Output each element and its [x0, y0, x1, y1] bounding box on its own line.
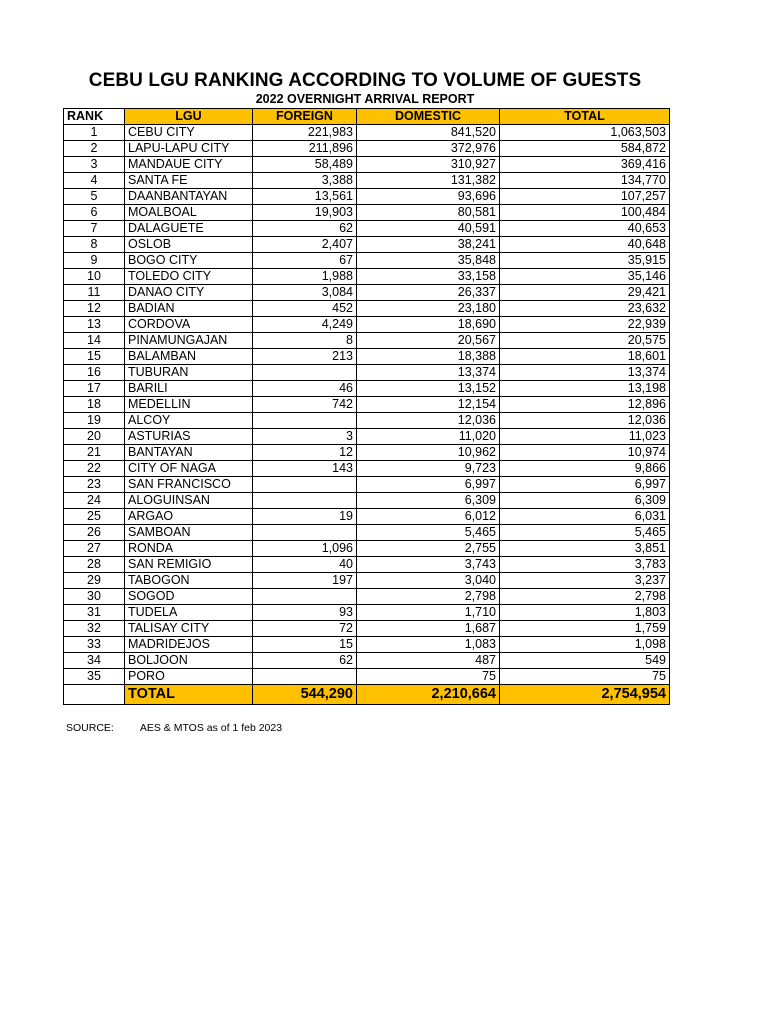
domestic-cell: 841,520 [357, 125, 500, 141]
lgu-cell: BALAMBAN [125, 349, 253, 365]
rank-cell: 33 [64, 637, 125, 653]
rank-cell: 8 [64, 237, 125, 253]
lgu-cell: MEDELLIN [125, 397, 253, 413]
domestic-cell: 18,388 [357, 349, 500, 365]
domestic-cell: 6,997 [357, 477, 500, 493]
rank-cell: 16 [64, 365, 125, 381]
table-row [64, 653, 670, 669]
table-body [64, 125, 670, 685]
domestic-cell: 13,374 [357, 365, 500, 381]
foreign-cell: 93 [253, 605, 357, 621]
rank-cell: 20 [64, 429, 125, 445]
header-foreign: FOREIGN [253, 109, 357, 125]
foreign-cell: 742 [253, 397, 357, 413]
table-row [64, 205, 670, 221]
total-cell: 10,974 [500, 445, 670, 461]
foreign-cell: 197 [253, 573, 357, 589]
domestic-cell: 1,083 [357, 637, 500, 653]
table-row [64, 285, 670, 301]
table-row [64, 237, 670, 253]
lgu-cell: ARGAO [125, 509, 253, 525]
table-row [64, 637, 670, 653]
header-rank: RANK [64, 109, 125, 125]
domestic-cell: 372,976 [357, 141, 500, 157]
foreign-cell: 72 [253, 621, 357, 637]
foreign-cell [253, 413, 357, 429]
domestic-cell: 13,152 [357, 381, 500, 397]
table-row [64, 381, 670, 397]
domestic-cell: 1,687 [357, 621, 500, 637]
lgu-cell: PORO [125, 669, 253, 685]
total-cell: 3,237 [500, 573, 670, 589]
table-row [64, 557, 670, 573]
foreign-cell: 211,896 [253, 141, 357, 157]
foreign-cell [253, 525, 357, 541]
rank-cell: 21 [64, 445, 125, 461]
foreign-cell [253, 365, 357, 381]
header-domestic: DOMESTIC [357, 109, 500, 125]
table-row [64, 397, 670, 413]
domestic-cell: 9,723 [357, 461, 500, 477]
domestic-cell: 23,180 [357, 301, 500, 317]
foreign-cell: 46 [253, 381, 357, 397]
domestic-cell: 12,036 [357, 413, 500, 429]
foreign-cell: 4,249 [253, 317, 357, 333]
table-row [64, 333, 670, 349]
lgu-cell: MADRIDEJOS [125, 637, 253, 653]
lgu-cell: MOALBOAL [125, 205, 253, 221]
domestic-cell: 3,743 [357, 557, 500, 573]
foreign-cell: 15 [253, 637, 357, 653]
table-row [64, 173, 670, 189]
total-cell: 5,465 [500, 525, 670, 541]
domestic-cell: 11,020 [357, 429, 500, 445]
rank-cell: 35 [64, 669, 125, 685]
rank-cell: 12 [64, 301, 125, 317]
domestic-cell: 6,012 [357, 509, 500, 525]
domestic-cell: 487 [357, 653, 500, 669]
foreign-cell: 58,489 [253, 157, 357, 173]
source-label: SOURCE: [66, 722, 114, 734]
domestic-cell: 6,309 [357, 493, 500, 509]
table-row [64, 461, 670, 477]
rank-cell: 9 [64, 253, 125, 269]
total-cell: 23,632 [500, 301, 670, 317]
rank-cell: 1 [64, 125, 125, 141]
total-cell: 107,257 [500, 189, 670, 205]
total-cell: 1,098 [500, 637, 670, 653]
lgu-cell: CITY OF NAGA [125, 461, 253, 477]
domestic-cell: 18,690 [357, 317, 500, 333]
foreign-cell: 62 [253, 221, 357, 237]
table-row [64, 189, 670, 205]
foreign-cell: 2,407 [253, 237, 357, 253]
total-cell: 40,653 [500, 221, 670, 237]
lgu-cell: PINAMUNGAJAN [125, 333, 253, 349]
domestic-cell: 2,798 [357, 589, 500, 605]
total-cell: 2,798 [500, 589, 670, 605]
total-row [64, 685, 670, 705]
ranking-table [63, 108, 670, 705]
rank-cell: 31 [64, 605, 125, 621]
lgu-cell: TUDELA [125, 605, 253, 621]
domestic-cell: 33,158 [357, 269, 500, 285]
foreign-cell [253, 589, 357, 605]
table-row [64, 573, 670, 589]
header-lgu: LGU [125, 109, 253, 125]
total-cell: 20,575 [500, 333, 670, 349]
foreign-cell: 62 [253, 653, 357, 669]
table-row [64, 157, 670, 173]
rank-cell: 27 [64, 541, 125, 557]
table-row [64, 493, 670, 509]
lgu-cell: SOGOD [125, 589, 253, 605]
domestic-cell: 26,337 [357, 285, 500, 301]
total-cell: 549 [500, 653, 670, 669]
rank-cell: 10 [64, 269, 125, 285]
foreign-cell: 221,983 [253, 125, 357, 141]
lgu-cell: TABOGON [125, 573, 253, 589]
total-label: TOTAL [125, 685, 253, 705]
total-domestic: 2,210,664 [357, 685, 500, 705]
total-cell: 18,601 [500, 349, 670, 365]
domestic-cell: 5,465 [357, 525, 500, 541]
lgu-cell: MANDAUE CITY [125, 157, 253, 173]
total-cell: 6,309 [500, 493, 670, 509]
rank-cell: 19 [64, 413, 125, 429]
table-row [64, 269, 670, 285]
rank-cell: 13 [64, 317, 125, 333]
total-cell: 11,023 [500, 429, 670, 445]
lgu-cell: ALOGUINSAN [125, 493, 253, 509]
total-cell: 40,648 [500, 237, 670, 253]
rank-cell: 28 [64, 557, 125, 573]
rank-cell: 18 [64, 397, 125, 413]
total-cell: 9,866 [500, 461, 670, 477]
lgu-cell: BOGO CITY [125, 253, 253, 269]
lgu-cell: SANTA FE [125, 173, 253, 189]
lgu-cell: RONDA [125, 541, 253, 557]
table-row [64, 541, 670, 557]
domestic-cell: 1,710 [357, 605, 500, 621]
total-cell: 3,851 [500, 541, 670, 557]
table-row [64, 365, 670, 381]
source-note [66, 722, 282, 734]
domestic-cell: 80,581 [357, 205, 500, 221]
table-row [64, 429, 670, 445]
lgu-cell: BANTAYAN [125, 445, 253, 461]
domestic-cell: 2,755 [357, 541, 500, 557]
total-cell: 12,036 [500, 413, 670, 429]
lgu-cell: TUBURAN [125, 365, 253, 381]
lgu-cell: BARILI [125, 381, 253, 397]
report-title: CEBU LGU RANKING ACCORDING TO VOLUME OF GUESTS [88, 70, 642, 91]
foreign-cell: 213 [253, 349, 357, 365]
rank-cell: 5 [64, 189, 125, 205]
domestic-cell: 3,040 [357, 573, 500, 589]
total-cell: 12,896 [500, 397, 670, 413]
lgu-cell: BOLJOON [125, 653, 253, 669]
rank-cell: 23 [64, 477, 125, 493]
lgu-cell: DALAGUETE [125, 221, 253, 237]
table-row [64, 477, 670, 493]
lgu-cell: SAN REMIGIO [125, 557, 253, 573]
report-subtitle: 2022 OVERNIGHT ARRIVAL REPORT [255, 92, 475, 106]
rank-cell: 30 [64, 589, 125, 605]
foreign-cell [253, 493, 357, 509]
total-cell: 134,770 [500, 173, 670, 189]
domestic-cell: 38,241 [357, 237, 500, 253]
total-cell: 75 [500, 669, 670, 685]
table-row [64, 349, 670, 365]
foreign-cell: 19,903 [253, 205, 357, 221]
foreign-cell: 40 [253, 557, 357, 573]
foreign-cell: 452 [253, 301, 357, 317]
domestic-cell: 12,154 [357, 397, 500, 413]
table-row [64, 509, 670, 525]
foreign-cell: 3,388 [253, 173, 357, 189]
rank-cell: 34 [64, 653, 125, 669]
lgu-cell: ALCOY [125, 413, 253, 429]
table-row [64, 669, 670, 685]
lgu-cell: TOLEDO CITY [125, 269, 253, 285]
foreign-cell: 8 [253, 333, 357, 349]
domestic-cell: 40,591 [357, 221, 500, 237]
foreign-cell: 13,561 [253, 189, 357, 205]
foreign-cell: 67 [253, 253, 357, 269]
lgu-cell: DAANBANTAYAN [125, 189, 253, 205]
total-cell: 100,484 [500, 205, 670, 221]
rank-cell: 4 [64, 173, 125, 189]
rank-cell: 26 [64, 525, 125, 541]
foreign-cell: 3 [253, 429, 357, 445]
table-row [64, 141, 670, 157]
lgu-cell: SAMBOAN [125, 525, 253, 541]
domestic-cell: 35,848 [357, 253, 500, 269]
source-value: AES & MTOS as of 1 feb 2023 [139, 722, 283, 734]
total-cell: 1,759 [500, 621, 670, 637]
foreign-cell: 12 [253, 445, 357, 461]
foreign-cell: 3,084 [253, 285, 357, 301]
domestic-cell: 75 [357, 669, 500, 685]
rank-cell: 11 [64, 285, 125, 301]
rank-cell: 17 [64, 381, 125, 397]
lgu-cell: DANAO CITY [125, 285, 253, 301]
domestic-cell: 131,382 [357, 173, 500, 189]
lgu-cell: CORDOVA [125, 317, 253, 333]
table-row [64, 413, 670, 429]
total-cell: 369,416 [500, 157, 670, 173]
foreign-cell: 1,988 [253, 269, 357, 285]
table-header-row [64, 109, 670, 125]
table-row [64, 221, 670, 237]
table-row [64, 605, 670, 621]
domestic-cell: 20,567 [357, 333, 500, 349]
total-total: 2,754,954 [500, 685, 670, 705]
rank-cell: 22 [64, 461, 125, 477]
total-cell: 35,146 [500, 269, 670, 285]
total-cell: 22,939 [500, 317, 670, 333]
rank-cell: 25 [64, 509, 125, 525]
total-cell: 1,063,503 [500, 125, 670, 141]
total-foreign: 544,290 [253, 685, 357, 705]
lgu-cell: SAN FRANCISCO [125, 477, 253, 493]
total-rank-cell [64, 685, 125, 705]
table-row [64, 525, 670, 541]
lgu-cell: TALISAY CITY [125, 621, 253, 637]
foreign-cell: 1,096 [253, 541, 357, 557]
total-cell: 1,803 [500, 605, 670, 621]
rank-cell: 29 [64, 573, 125, 589]
rank-cell: 14 [64, 333, 125, 349]
domestic-cell: 93,696 [357, 189, 500, 205]
total-cell: 29,421 [500, 285, 670, 301]
lgu-cell: LAPU-LAPU CITY [125, 141, 253, 157]
table-row [64, 589, 670, 605]
rank-cell: 2 [64, 141, 125, 157]
foreign-cell: 19 [253, 509, 357, 525]
domestic-cell: 10,962 [357, 445, 500, 461]
rank-cell: 6 [64, 205, 125, 221]
table-row [64, 317, 670, 333]
foreign-cell: 143 [253, 461, 357, 477]
foreign-cell [253, 477, 357, 493]
lgu-cell: BADIAN [125, 301, 253, 317]
table-row [64, 621, 670, 637]
total-cell: 3,783 [500, 557, 670, 573]
total-cell: 584,872 [500, 141, 670, 157]
lgu-cell: CEBU CITY [125, 125, 253, 141]
rank-cell: 7 [64, 221, 125, 237]
total-cell: 6,031 [500, 509, 670, 525]
header-total: TOTAL [500, 109, 670, 125]
rank-cell: 32 [64, 621, 125, 637]
rank-cell: 3 [64, 157, 125, 173]
total-cell: 35,915 [500, 253, 670, 269]
total-cell: 6,997 [500, 477, 670, 493]
rank-cell: 24 [64, 493, 125, 509]
total-cell: 13,198 [500, 381, 670, 397]
rank-cell: 15 [64, 349, 125, 365]
table-row [64, 301, 670, 317]
total-cell: 13,374 [500, 365, 670, 381]
lgu-cell: OSLOB [125, 237, 253, 253]
table-row [64, 253, 670, 269]
lgu-cell: ASTURIAS [125, 429, 253, 445]
domestic-cell: 310,927 [357, 157, 500, 173]
table-row [64, 445, 670, 461]
table-row [64, 125, 670, 141]
foreign-cell [253, 669, 357, 685]
